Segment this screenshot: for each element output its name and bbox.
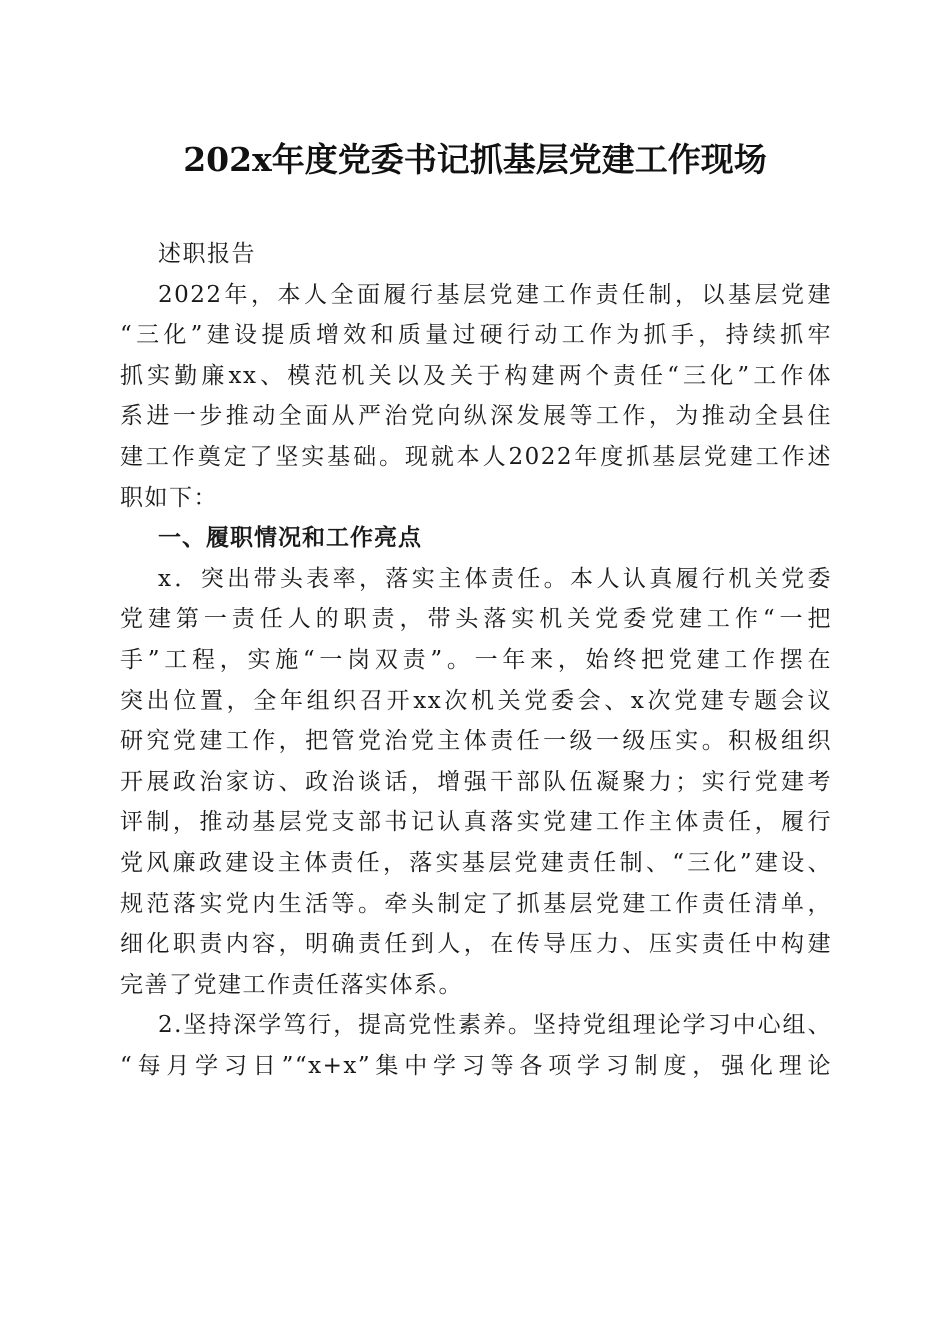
document-subtitle: 述职报告 xyxy=(158,241,256,267)
paragraph-line: 职如下： xyxy=(120,484,218,511)
paragraph-line: “三化”建设提质增效和质量过硬行动工作为抓手，持续抓牢 xyxy=(120,322,832,349)
paragraph-duty xyxy=(120,559,832,1006)
paragraph-line: 研究党建工作，把管党治党主体责任一级一级压实。积极组织 xyxy=(120,728,832,755)
document-title: 202x年度党委书记抓基层党建工作现场 xyxy=(183,140,767,179)
paragraph-line: 细化职责内容，明确责任到人，在传导压力、压实责任中构建 xyxy=(120,931,832,958)
paragraph-line: 党建第一责任人的职责，带头落实机关党委党建工作“一把 xyxy=(120,606,832,633)
paragraph-line: 2.坚持深学笃行，提高党性素养。坚持党组理论学习中心组、 xyxy=(158,1012,832,1039)
paragraph-intro xyxy=(120,275,832,519)
section-heading: 一、履职情况和工作亮点 xyxy=(158,525,422,552)
paragraph-line: 开展政治家访、政治谈话，增强干部队伍凝聚力；实行党建考 xyxy=(120,768,832,795)
paragraph-line: x．突出带头表率，落实主体责任。本人认真履行机关党委 xyxy=(158,565,832,592)
paragraph-study xyxy=(120,1005,832,1086)
paragraph-line: 规范落实党内生活等。牵头制定了抓基层党建工作责任清单， xyxy=(120,890,832,917)
paragraph-line: “每月学习日”“x+x”集中学习等各项学习制度，强化理论 xyxy=(120,1052,832,1079)
paragraph-line: 评制，推动基层党支部书记认真落实党建工作主体责任，履行 xyxy=(120,809,832,836)
document-body xyxy=(120,234,832,1086)
paragraph-line: 手”工程，实施“一岗双责”。一年来，始终把党建工作摆在 xyxy=(120,646,832,673)
paragraph-line: 2022年，本人全面履行基层党建工作责任制，以基层党建 xyxy=(158,281,832,308)
paragraph-line: 完善了党建工作责任落实体系。 xyxy=(120,971,463,998)
paragraph-line: 突出位置，全年组织召开xx次机关党委会、x次党建专题会议 xyxy=(120,687,832,714)
paragraph-line: 抓实勤廉xx、模范机关以及关于构建两个责任“三化”工作体 xyxy=(120,362,832,389)
paragraph-line: 党风廉政建设主体责任，落实基层党建责任制、“三化”建设、 xyxy=(120,849,832,876)
paragraph-line: 系进一步推动全面从严治党向纵深发展等工作，为推动全县住 xyxy=(120,403,832,430)
paragraph-line: 建工作奠定了坚实基础。现就本人2022年度抓基层党建工作述 xyxy=(120,443,832,470)
